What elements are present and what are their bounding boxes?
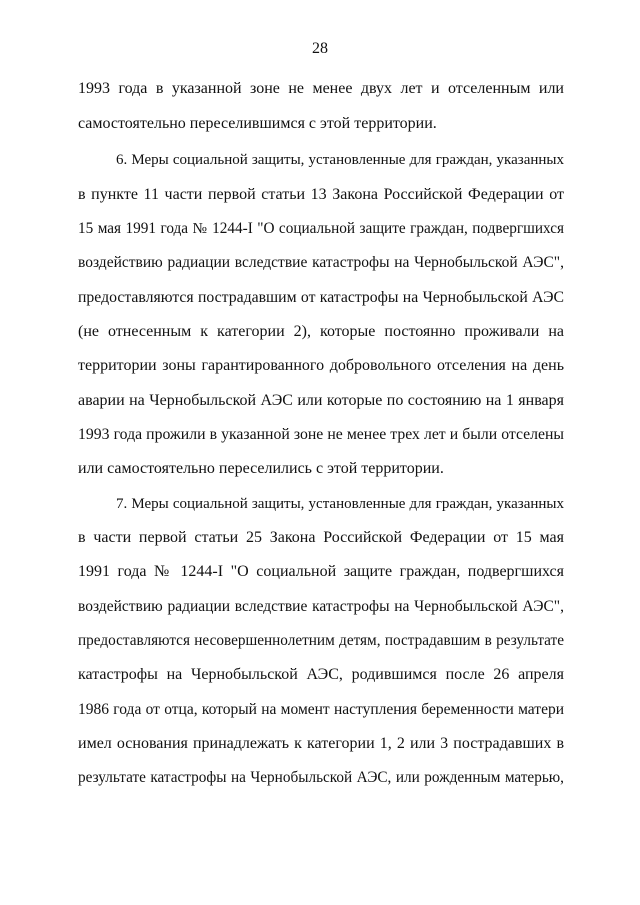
text-line: 1991 года № 1244-I "О социальной защите граждан, подвергшихся (78, 563, 564, 580)
text-line: имел основания принадлежать к категории 1, 2 или 3 пострадавших в (78, 735, 564, 752)
text-line: 1993 года прожили в указанной зоне не менее трех лет и были отселены (78, 426, 564, 443)
text-line: 6. Меры социальной защиты, установленные для граждан, указанных (116, 152, 564, 168)
text-line: 1986 года от отца, который на момент наступления беременности матери (78, 701, 564, 718)
text-line: 15 мая 1991 года № 1244-I "О социальной защите граждан, подвергшихся (78, 220, 564, 237)
text-line: воздействию радиации вследствие катастрофы на Чернобыльской АЭС", (78, 598, 564, 615)
page-number: 28 (312, 40, 328, 57)
text-line: катастрофы на Чернобыльской АЭС, родившимся после 26 апреля (78, 666, 564, 683)
text-line: 1993 года в указанной зоне не менее двух лет и отселенным или (78, 80, 564, 97)
text-line: предоставляются пострадавшим от катастрофы на Чернобыльской АЭС (78, 289, 564, 306)
text-line: 7. Меры социальной защиты, установленные для граждан, указанных (116, 496, 564, 512)
text-line: в пункте 11 части первой статьи 13 Закона Российской Федерации от (78, 186, 564, 203)
text-line: самостоятельно переселившимся с этой территории. (78, 115, 437, 132)
text-line: предоставляются несовершеннолетним детям, пострадавшим в результате (78, 632, 564, 649)
text-line: территории зоны гарантированного добровольного отселения на день (78, 357, 564, 374)
text-line: или самостоятельно переселились с этой территории. (78, 460, 444, 477)
text-line: воздействию радиации вследствие катастрофы на Чернобыльской АЭС", (78, 254, 564, 271)
text-line: (не отнесенным к категории 2), которые постоянно проживали на (78, 323, 564, 340)
text-line: результате катастрофы на Чернобыльской АЭС, или рожденным матерью, (78, 769, 564, 786)
text-line: аварии на Чернобыльской АЭС или которые по состоянию на 1 января (78, 392, 564, 409)
text-line: в части первой статьи 25 Закона Российской Федерации от 15 мая (78, 529, 564, 546)
